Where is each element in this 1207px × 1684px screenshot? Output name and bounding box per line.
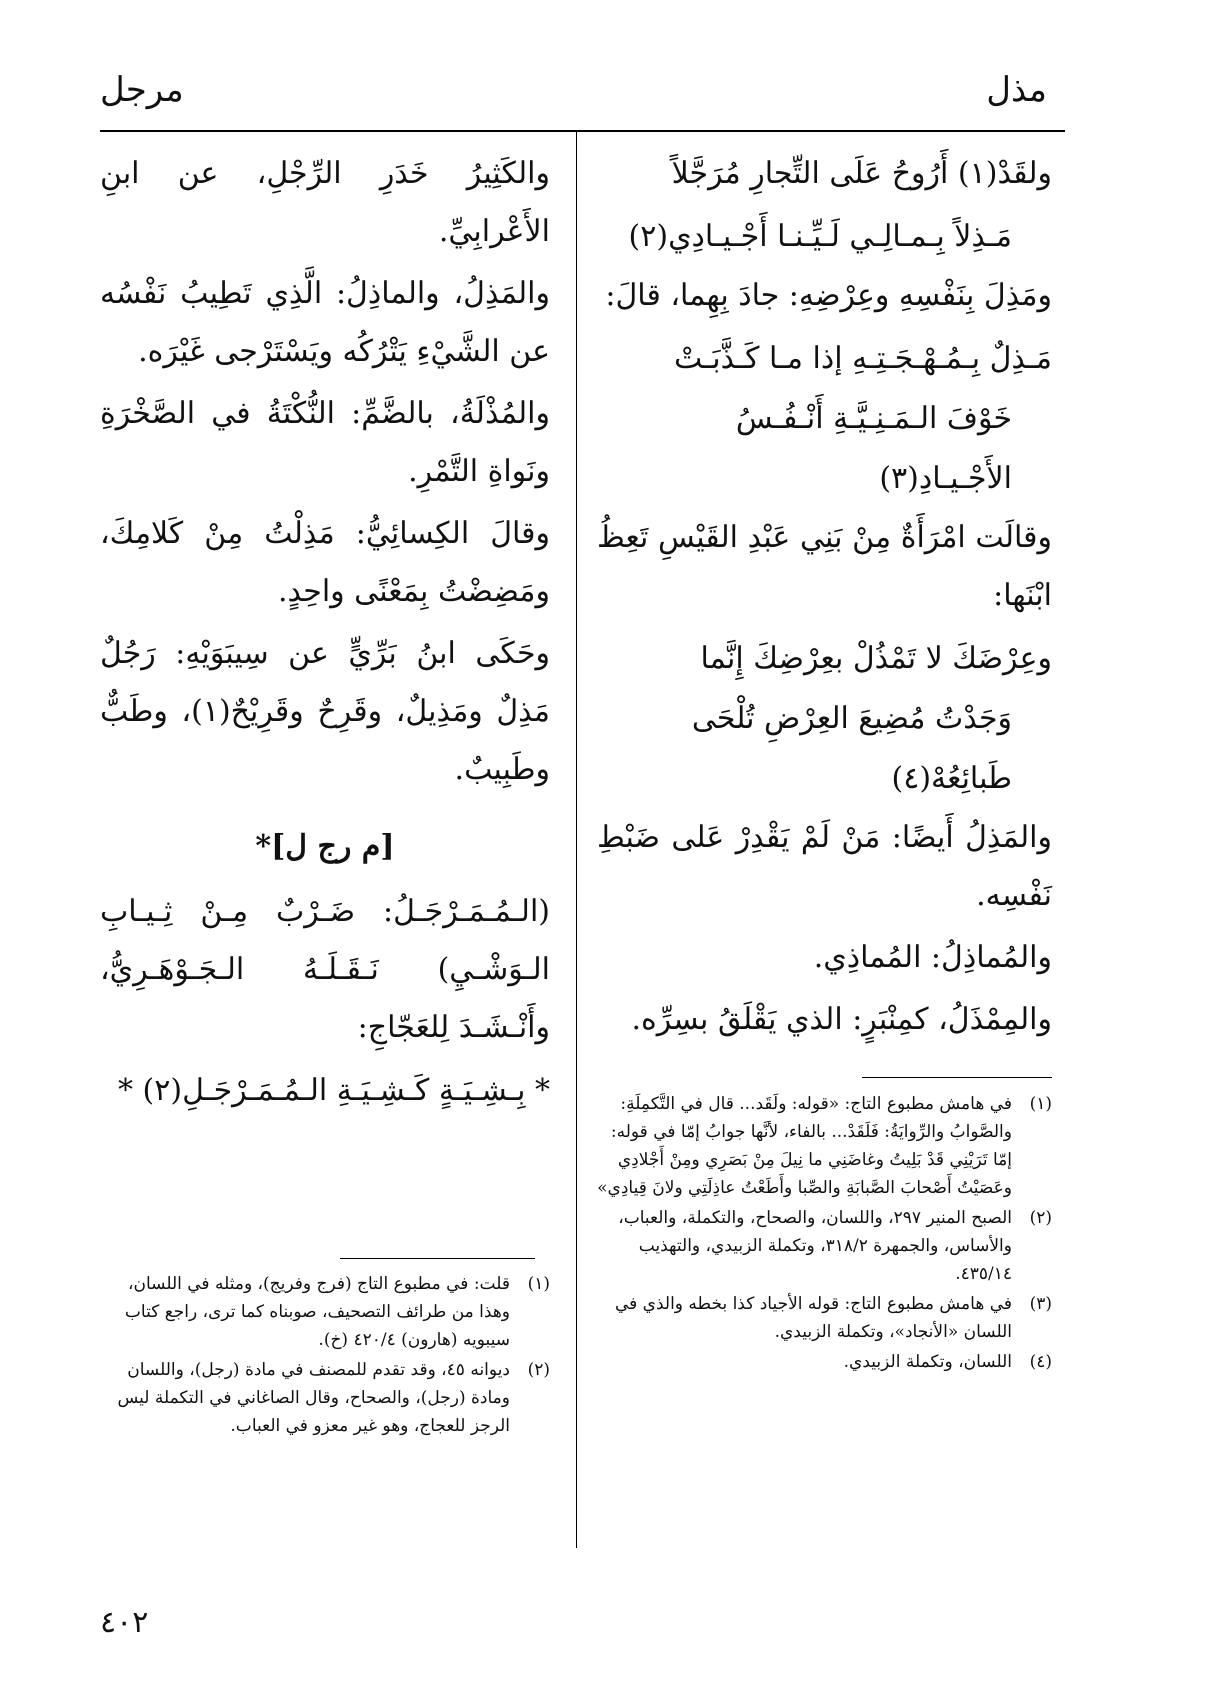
verse-line: مَـذِلٌ بِـمُـهْـجَـتِـهِ إذا مـا كَـذَّبَـتْ: [674, 341, 1052, 376]
entry-heading: [م رج ل]*: [255, 829, 395, 864]
footnotes-right: [597, 1090, 1052, 1378]
entry-paragraph: والكَثِيرُ خَدَرِ الرِّجْلِ، عن ابنِ الأَعْرابِيِّ.: [100, 156, 550, 249]
entry-paragraph: وقالَ الكِسائِيُّ: مَذِلْتُ مِنْ كَلامِكَ، ومَضِضْتُ بِمَعْنًى واحِدٍ.: [100, 516, 550, 609]
verse-line: وَجَدْتُ مُضِيعَ العِرْضِ تُلْحَى طَبائِعُهْ(٤): [691, 701, 1012, 796]
entry-paragraph: والمِمْذَلُ، كمِنْبَرٍ: الذي يَقْلَقُ بسِرِّه.: [631, 1002, 1052, 1037]
header-root-word-right: مذل: [986, 70, 1047, 110]
footnote-rule-left: [340, 1258, 535, 1259]
footnote: [597, 1290, 1052, 1346]
footnote-number: (٣): [1029, 1294, 1052, 1314]
footnote-number: (١): [1029, 1094, 1052, 1114]
verse-line: وعِرْضَكَ لا تَمْذُلْ بعِرْضِكَ إِنَّما: [700, 641, 1052, 676]
entry-paragraph: (الـمُـمَـرْجَـلُ: ضَـرْبٌ مِـنْ ثِـيـابِ الـوَشْـيِ) نَـقَـلَـهُ الـجَـوْهَـرِيُّ، وأَنْـشَـدَ لِلعَجّاجِ:: [100, 894, 550, 1045]
footnote: [597, 1090, 1052, 1202]
footnote-number: (٢): [527, 1360, 550, 1380]
footnote-text: اللسان، وتكملة الزبيدي.: [843, 1352, 1012, 1372]
entry-paragraph: والمُذْلَةُ، بالضَّمِّ: النُّكْتَةُ في الصَّخْرَةِ ونَواةِ التَّمْرِ.: [100, 396, 550, 489]
verse-line: خَوْفَ الـمَـنِـيَّـةِ أَنْـفُـسُ الأَجْـيـادِ(٣): [735, 401, 1012, 496]
footnote-text: في هامش مطبوع التاج: قوله الأجياد كذا بخطه والذي في اللسان «الأنجاد»، وتكملة الزبيدي.: [614, 1294, 1012, 1342]
entry-paragraph: ومَذِلَ بِنَفْسِهِ وعِرْضِهِ: جادَ بِهِما، قالَ:: [605, 278, 1052, 313]
footnote: [100, 1270, 550, 1354]
page-number: ٤٠٢: [100, 1605, 149, 1640]
entry-paragraph: والمَذِلُ أَيضًا: مَنْ لَمْ يَقْدِرْ عَلى ضَبْطِ نَفْسِه.: [597, 820, 1052, 913]
entry-paragraph: والمَذِلُ، والماذِلُ: الَّذِي تَطِيبُ نَفْسُه عن الشَّيْءِ يَتْرُكُه ويَسْتَرْجى غَيْرَه.: [100, 276, 550, 369]
footnote: [597, 1204, 1052, 1288]
column-divider: [576, 132, 577, 1548]
footnote-rule-right: [862, 1077, 1052, 1078]
entry-paragraph: والمُماذِلُ: المُماذِي.: [813, 940, 1052, 975]
left-column: [100, 145, 550, 1121]
header-root-word-left: مرجل: [100, 70, 184, 110]
footnote-number: (٤): [1029, 1352, 1052, 1372]
footnote-text: ديوانه ٤٥، وقد تقدم للمصنف في مادة (رجل)، واللسان ومادة (رجل)، والصحاح، وقال الصاغاني في التكملة ليس الرجز للعجاج، وهو غير معزو في العباب.: [117, 1360, 510, 1436]
right-column: [597, 145, 1052, 1053]
verse-line: * بِـشِـيَـةٍ كَـشِـيَـةِ الـمُـمَـرْجَـلِ(٢) *: [118, 1073, 550, 1108]
footnote-number: (٢): [1029, 1208, 1052, 1228]
footnotes-left: [100, 1270, 550, 1442]
footnote: [597, 1348, 1052, 1376]
header-rule: [100, 130, 1065, 132]
entry-paragraph: وقالَت امْرَأَةٌ مِنْ بَنِي عَبْدِ القَيْسِ تَعِظُ ابْنَها:: [597, 520, 1052, 613]
footnote-text: في هامش مطبوع التاج: «قوله: ولَقَد... قال في التَّكمِلَةِ: والصَّوابُ والرِّوايَةُ: فَلَقَدْ... بالفاء، لأنَّها جوابُ إمّا في قوله: إمّا تَرَيْنِي قَدْ بَلِيتُ وغاضَنِي ما نِيلَ مِنْ بَصَرِي ومِنْ أَجْلادِي وعَصَيْتُ أَصْحابَ الصَّبابَةِ والصِّبا وأَطَعْتُ عاذِلَتِي ولانَ قِيادِي»: [597, 1094, 1012, 1198]
footnote-text: قلت: في مطبوع التاج (فرج وفريج)، ومثله في اللسان، وهذا من طرائف التصحيف، صوبناه كما ترى، راجع كتاب سيبويه (هارون) ٤٢٠/٤ (خ).: [124, 1274, 510, 1350]
entry-line: ولقَدْ(١) أَرُوحُ عَلَى التِّجارِ مُرَجَّلاً: [671, 156, 1052, 191]
verse-line: مَـذِلاً بِـمـالِـي لَـيِّـنـا أَجْـيـادِي(٢): [628, 219, 1012, 254]
footnote: [100, 1356, 550, 1440]
entry-paragraph: وحَكَى ابنُ بَرِّيٍّ عن سِيبَوَيْهِ: رَجُلٌ مَذِلٌ ومَذِيلٌ، وقَرِحٌ وقَرِيْحٌ(١)، وطَبٌّ وطَبِيبٌ.: [100, 636, 550, 787]
footnote-number: (١): [527, 1274, 550, 1294]
footnote-text: الصبح المنير ٢٩٧، واللسان، والصحاح، والتكملة، والعباب، والأساس، والجمهرة ٣١٨/٢، وتكملة الزبيدي، والتهذيب ٤٣٥/١٤.: [618, 1208, 1012, 1284]
